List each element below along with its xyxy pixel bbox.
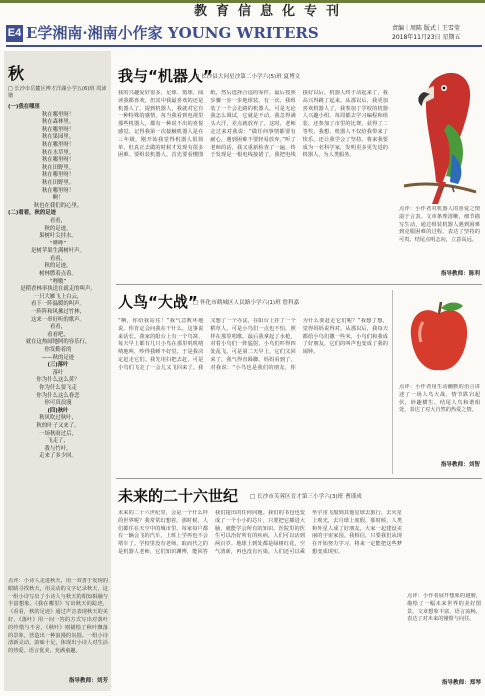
poem-line: 一阵阵和风拂过竹林， — [31, 309, 85, 316]
poem-line: 秋风吹过秋叶， — [39, 415, 77, 422]
poem-line: 我与竹叶。 — [44, 445, 72, 452]
poem-line: 秋在哪里呀！ — [41, 141, 75, 148]
poem-line: ——秋的足迹 — [41, 354, 75, 361]
poem-line: 一场秋雨过后， — [39, 430, 77, 437]
poem-line: 秋在果园里。 — [41, 134, 75, 141]
article-body: “啊，你给我站住！”我气急败坏地说。你肯定会问我在干什么，这事说来话长。我家的阳台上有一个鸟窝，每天早上都有几只小鸟在那里叽叽喳喳地叫，吵得我睡不好觉。于是我决定赶走它们。我先用扫把去赶，可是小鸟们飞走了一会儿又飞回来了。我又想了一个办法，在阳台上挂了一个稻草人，可是小鸟们一点也不怕，照样在那里唱歌。最后我拿起了水枪，对着小鸟们一阵猛射，小鸟们吓得四处乱飞。可是第二天早上，它们又回来了，我气得直跺脚。妈妈看到了，对我说：“小鸟也是我们的朋友，你为什么要赶走它们呢？”我想了想，觉得妈妈说得对。从那以后，我每天都给小鸟们撒一些米，小鸟们和我成了好朋友，它们的叫声也变成了我的闹钟。 — [118, 318, 388, 371]
article-teacher: 指导教师：刘智 — [440, 462, 480, 468]
article-title: 人鸟“大战” — [118, 293, 198, 311]
poem-line: 秋在哪里呀！ — [41, 187, 75, 194]
article-teacher: 指导教师：陈利 — [440, 271, 480, 277]
issue-date: 2018年11月23日 星期五 — [392, 34, 461, 41]
poem-line: 啊！ — [52, 195, 64, 202]
editor-credit: 责编｜周陈 版式｜王雪莹 — [392, 25, 460, 32]
poem-section-heading: (四)秋叶 — [47, 407, 69, 414]
article-body: 我的兴趣爱好很多，足球、篮球、阅读我都喜欢，但其中我最喜欢的还是机器人了。提到机器人，我就对它有一种特殊的感情，每当我看到电视里那些机器人，都有一种说不出的喜悦感觉。记得我第一次接触机器人是在三年级，刚开始我觉得机器人很简单，但真正去做的时候才发现有很多困难。要组装机器人，首先要看懂图纸，然后选择合适的零件，最后按照步骤一步一步地组装。有一次，我组装了一个会走路的机器人，可是无论我怎么调试，它就是不动。我急得满头大汗，差点就放弃了。这时，老师走过来对我说：“做任何事情都要有耐心，遇到困难不要轻易放弃。”听了老师的话，我又重新检查了一遍，终于发现是一根电线接错了。我把电线接好以后，机器人终于动起来了，我高兴得跳了起来。从那以后，我更加喜欢机器人了，我参加了学校的机器人兴趣小组，每周都去学习编程和组装，还参加了市里的比赛，获得了二等奖。我想，机器人不仅给我带来了快乐，还让我学会了坚持。将来我要成为一名科学家，发明更多更先进的机器人，为人类服务。 — [118, 90, 388, 159]
poem-line: 看看， — [49, 255, 67, 262]
poem-line: 飞走了， — [47, 438, 69, 445]
poem-comment: 点评：小诗人走进秋天，用一双善于发现的眼睛寻找秋天，用灵动的文字记录秋天，这一组小诗写出了小诗人与秋天的相知相融与丰富想象。《我在哪里》写出秋天的踪迹，《看看，秋的足迹》通过声音表现秋天的美好，《落叶》用一问一答的方式写出对落叶的怜惜与不舍，《秋叶》则描绘了秋叶飘落的景象，营造出一种浪漫的氛围。一组小诗清新灵动，韵味十足，体现出小诗人对生活的热爱。语言优美，充满童趣。 — [8, 578, 108, 655]
column-divider — [392, 290, 393, 474]
poem-line: 秋的足迹， — [44, 225, 72, 232]
poem-line: 就在这热闹地阿的容乐行， — [25, 339, 91, 346]
poem-line: 你发勤着的 — [44, 347, 72, 353]
poem-teacher: 指导教师：刘芳 — [68, 678, 108, 684]
poem-line: 秋在哪里呀！ — [41, 111, 75, 118]
poem-line: 看看， — [49, 324, 67, 331]
poem-line: 秋在哪里呀！ — [41, 126, 75, 133]
poem-line: 一只大雁飞上白云， — [33, 293, 83, 300]
poem-line: 你为什么这么眷恋 — [36, 392, 80, 399]
article-comment: 点评：小作者对机器人的喜爱之情溢于言表。文章条理清晰，细节描写生动，通过组装机器人遇到困难到克服困难的过程，表达了坚持的可贵。结尾点明志向，立意高远。 — [399, 206, 480, 244]
header-rule — [6, 45, 482, 47]
article-comment: 点评：小作者展开想象的翅膀，描绘了一幅未来世界的美好图景。文章想象丰富，语言流畅，表达了对未来的憧憬与向往。 — [407, 593, 481, 623]
article-comment: 点评：小作者用生动幽默的语言讲述了一场人鸟大战，情节跌宕起伏，妙趣横生。结尾人鸟和谐相处，表达了对大自然的热爱之情。 — [399, 384, 480, 414]
poem-line: 你为什么这么黄？ — [36, 377, 80, 384]
poem-line: 看看， — [49, 217, 67, 224]
poem-line: 秋也在我们的心里。 — [33, 202, 83, 209]
article-title: 我与“机器人” — [118, 67, 213, 85]
poem-body — [8, 104, 108, 461]
section-divider — [116, 478, 482, 479]
parrot-illustration — [396, 58, 482, 204]
poem-line: 落叶 — [52, 369, 64, 376]
article-body: 未来的二十六世纪里，会是一个什么样的世界呢？我常常幻想着。那时候，人们都住在天空中的城市里，每家每户都有一辆会飞的汽车，上班上学再也不会堵车了。学校里没有老师，取而代之的是机器人老师，它们知识渊博，能回答我们提出的任何问题。我们的书包也变成了一个小小的芯片，只要把它插进大脑，就能学会所有的知识。医院里的医生可以治好所有的疾病，人们可以活到两百岁。地球上到处都是绿树红花，空气清新，再也没有污染。人们还可以乘坐宇宙飞船到其他星球去旅行，去火星上观光，去月球上度假。那时候，人类和外星人成了好朋友，大家一起建设美丽的宇宙家园。我相信，只要我们从现在开始努力学习，将来一定能把这些梦想变成现实。 — [118, 510, 402, 555]
poem-line: 看下一阵温暖的叫声。 — [31, 301, 85, 308]
poem-line: 秋的足迹， — [44, 263, 72, 270]
article-byline: □ 长沙县大同星沙第二小学六(5)班 夏博文 — [194, 74, 301, 80]
article-byline: □ 怀化市鹤城区人民路小学六(1)班 詹科嘉 — [193, 300, 300, 306]
poem-byline: □ 长沙市岳麓区博才洋湖小学五(6)班 周沛锴 — [8, 86, 107, 99]
poem-line: 秋在哪里呀！ — [41, 157, 75, 164]
poem-section-heading: (一)我在哪里 — [8, 104, 40, 110]
masthead-title: 教育信息化专刊 — [193, 4, 348, 19]
poem-line: 秋的叶子又来了。 — [36, 422, 80, 429]
poem-line: 你可真浪漫 — [44, 400, 72, 407]
fruit-illustration — [405, 300, 473, 376]
poem-line: 看看吧， — [47, 331, 69, 338]
poem-line: 是树苹果生满树叶声。 — [31, 248, 85, 255]
poem-line: 秋在森林里。 — [41, 119, 75, 126]
poem-line: “哗哗” — [49, 240, 67, 247]
poem-line: 秋在田野里。 — [41, 164, 75, 171]
section-divider — [116, 284, 482, 285]
article-teacher: 指导教师：郑琴 — [441, 680, 481, 686]
poem-line: 你为什么要飞走 — [39, 384, 77, 391]
poem-line: 是稻香林率执送在就走的叫声。 — [20, 286, 96, 293]
poem-line: 这来一串好听的歌声。 — [31, 316, 85, 323]
poem-line: 秋在水草里。 — [41, 149, 75, 156]
poem-section-heading: (二)看看，秋的足迹 — [8, 210, 57, 217]
article-byline: □ 长沙市芙蓉区育才第三小学六(3)班 曹谨成 — [250, 494, 362, 500]
poem-line: 秋在哪里呀！ — [41, 172, 75, 179]
poem-title: 秋 — [8, 64, 25, 83]
page-title: E学湘南·湘南小作家 YOUNG WRITERS — [26, 24, 319, 42]
poem-line: 走来了多少回。 — [39, 453, 77, 460]
poem-line: 果树叶尖挂水。 — [39, 233, 77, 240]
article-title: 未来的二十六世纪 — [118, 487, 239, 505]
poem-line: 树林燃着点着。 — [39, 271, 77, 278]
poem-section-heading: (三)落叶 — [47, 362, 69, 369]
page-number: E4 — [6, 25, 23, 42]
poem-line: 秋在田野里。 — [41, 179, 75, 186]
poem-line: “哩嗷” — [49, 278, 67, 285]
